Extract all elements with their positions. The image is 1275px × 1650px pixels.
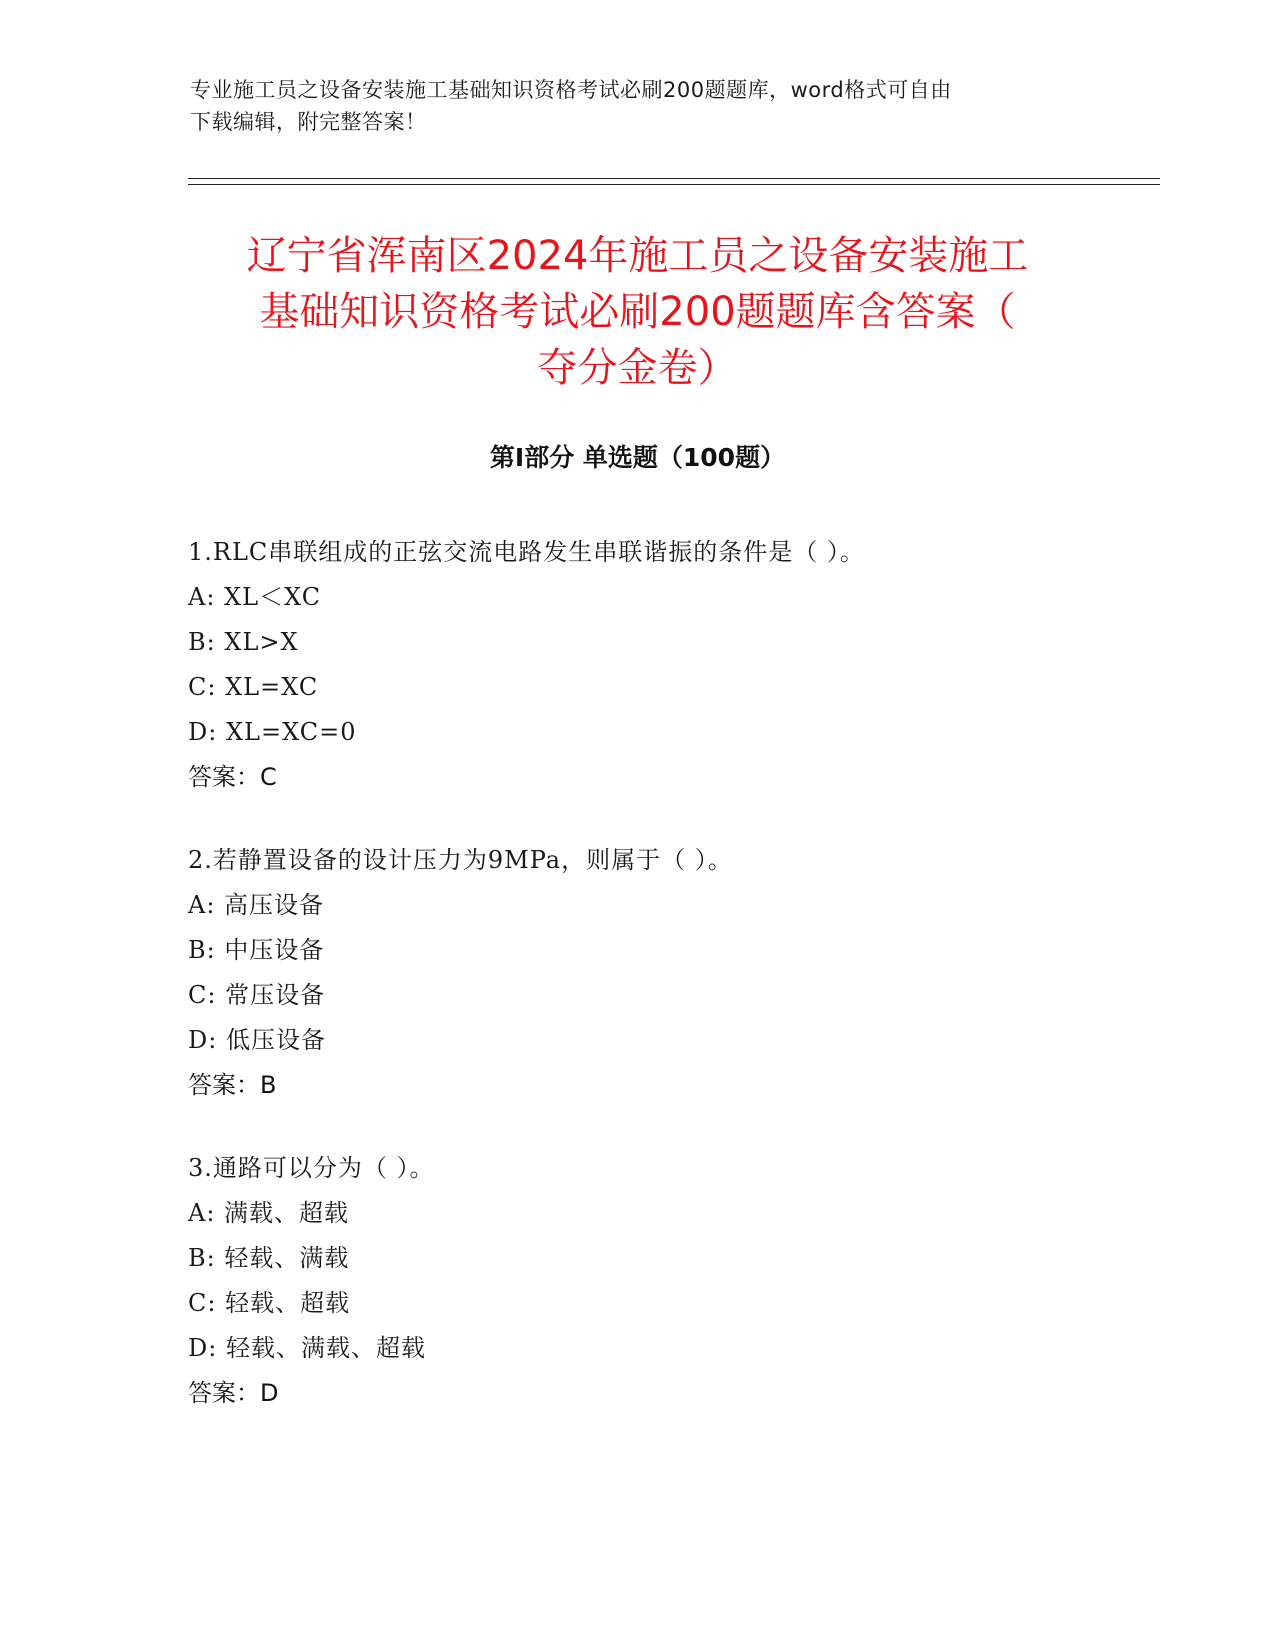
answer-line: 答案：C <box>188 763 277 791</box>
option-d: D: 低压设备 <box>188 1026 326 1054</box>
answer-line: 答案：B <box>188 1071 277 1099</box>
question-list <box>188 530 1148 1454</box>
question-item <box>188 530 1148 800</box>
section-heading: 第Ⅰ部分 单选题（100题） <box>489 443 786 472</box>
option-c: C: 常压设备 <box>188 981 326 1009</box>
question-stem: 3.通路可以分为（ ）。 <box>188 1154 435 1182</box>
option-d: D: 轻载、满载、超载 <box>188 1334 426 1362</box>
option-c: C: 轻载、超载 <box>188 1289 351 1317</box>
question-stem: 1.RLC串联组成的正弦交流电路发生串联谐振的条件是（ ）。 <box>188 538 865 566</box>
document-title <box>150 228 1125 396</box>
option-b: B: 中压设备 <box>188 936 325 964</box>
option-a: A: 高压设备 <box>188 891 325 919</box>
title-line: 基础知识资格考试必刷200题题库含答案（ <box>259 289 1016 335</box>
option-b: B: 轻载、满载 <box>188 1244 350 1272</box>
question-item <box>188 1146 1148 1416</box>
header-note-line: 下载编辑，附完整答案！ <box>190 110 427 134</box>
option-a: A: 满载、超载 <box>188 1199 350 1227</box>
header-note-line: 专业施工员之设备安装施工基础知识资格考试必刷200题题库，word格式可自由 <box>190 78 952 102</box>
option-b: B: XL>X <box>188 628 299 656</box>
option-a: A: XL＜XC <box>188 583 322 611</box>
question-item <box>188 838 1148 1108</box>
answer-line: 答案：D <box>188 1379 279 1407</box>
title-line: 辽宁省浑南区2024年施工员之设备安装施工 <box>246 233 1029 279</box>
title-line: 夺分金卷） <box>537 345 738 391</box>
option-d: D: XL=XC=0 <box>188 718 357 746</box>
question-stem: 2.若静置设备的设计压力为9MPa，则属于（ ）。 <box>188 846 733 874</box>
header-note <box>190 74 1090 138</box>
option-c: C: XL=XC <box>188 673 319 701</box>
header-divider <box>188 178 1160 185</box>
